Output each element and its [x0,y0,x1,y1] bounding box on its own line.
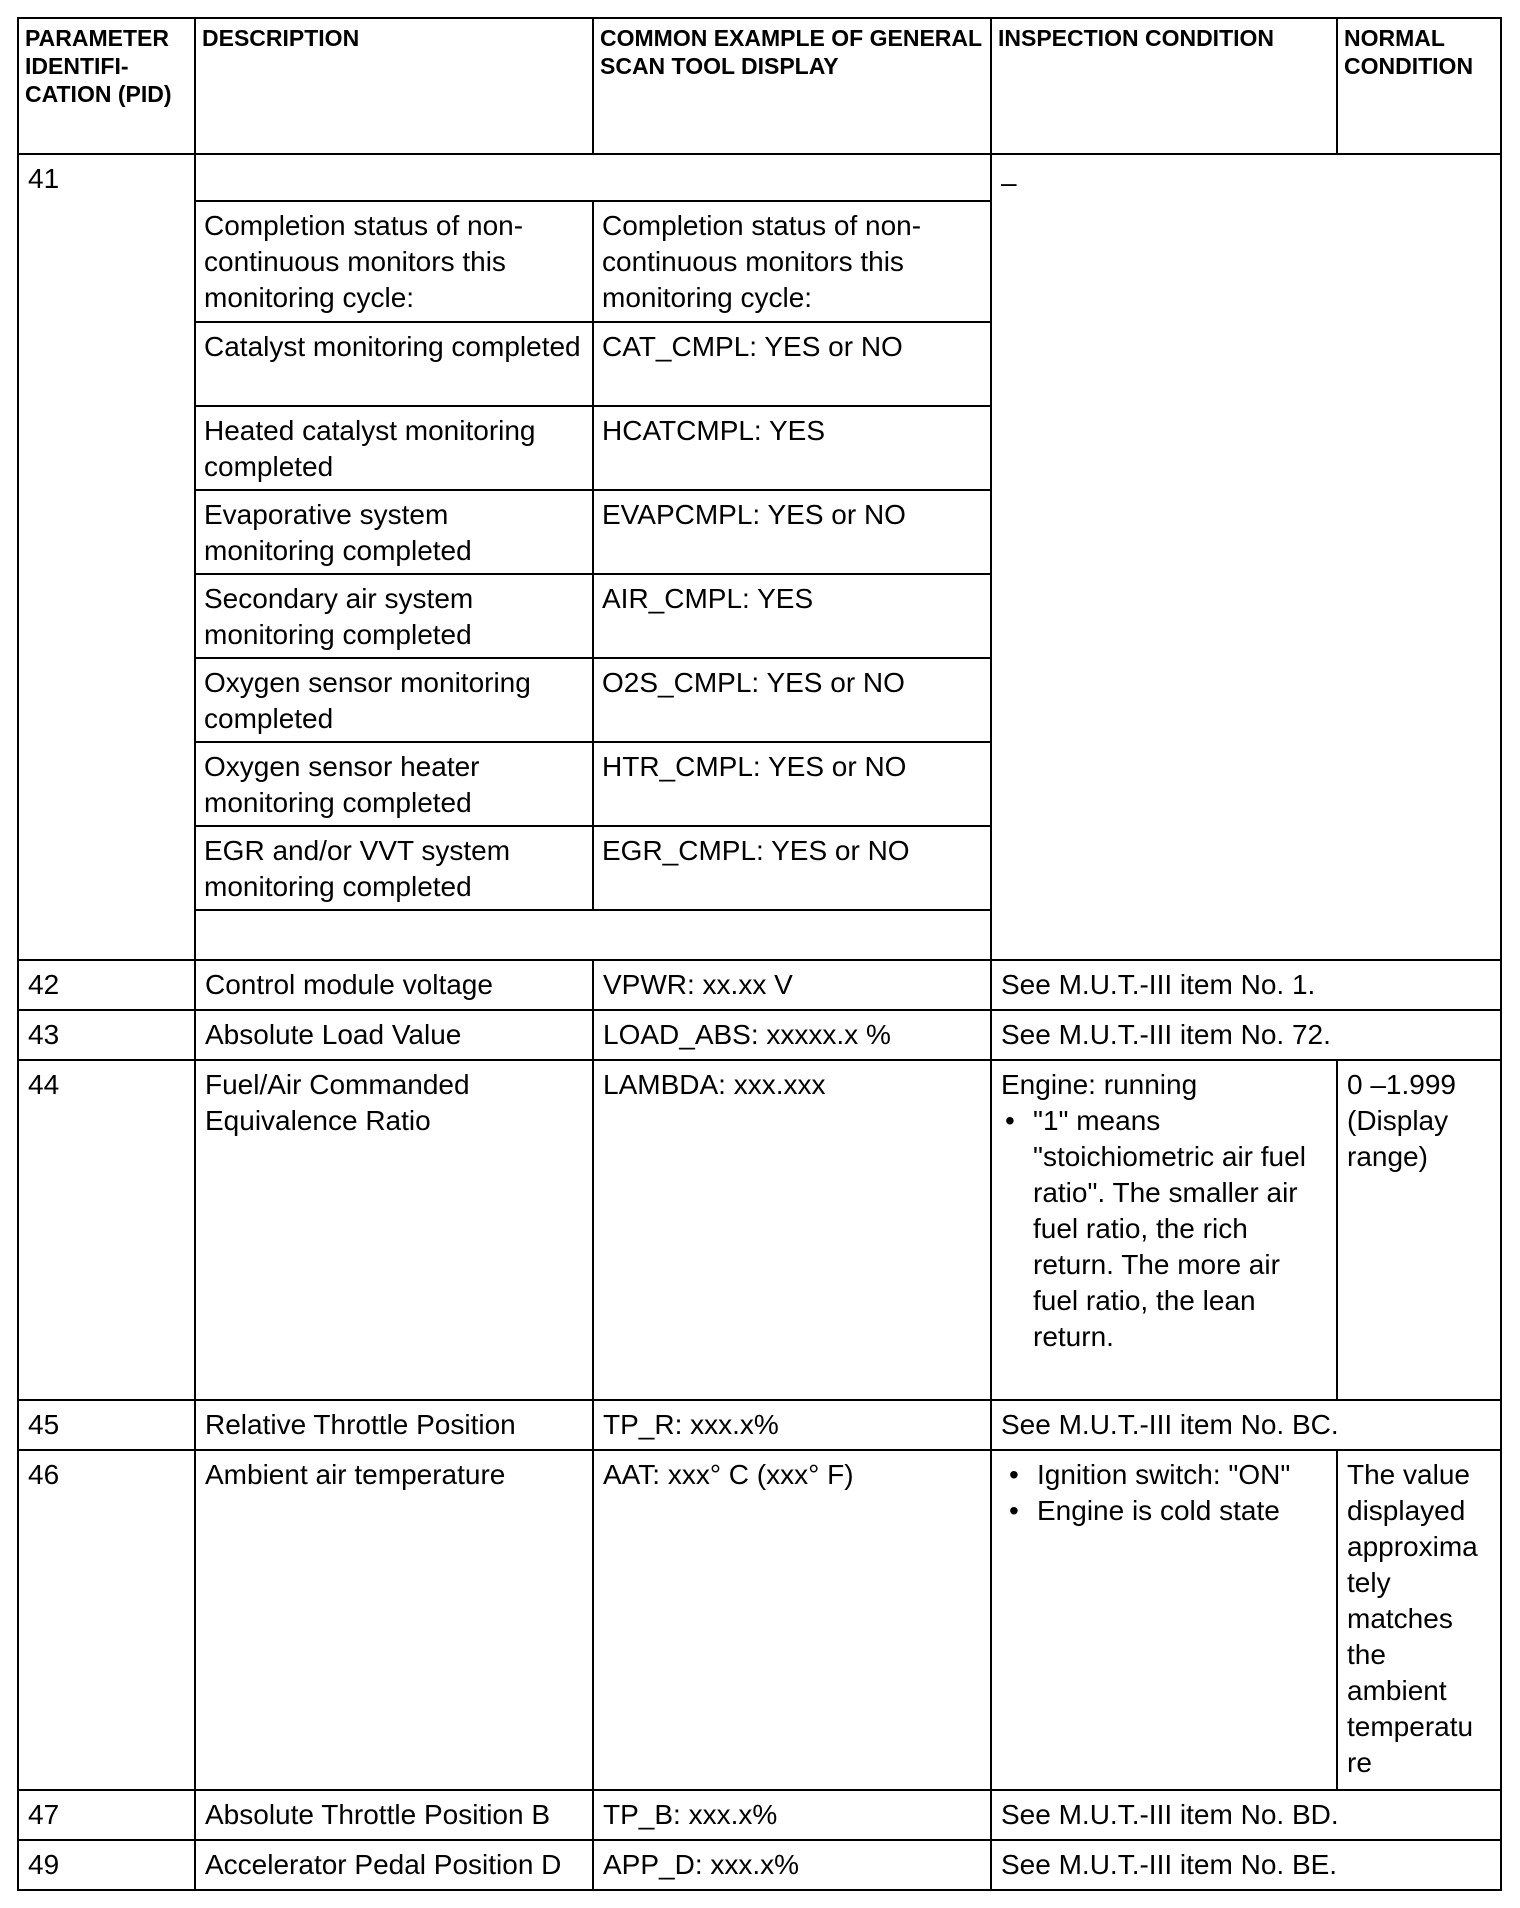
header-description: DESCRIPTION [195,18,593,154]
pid-cell: 43 [18,1010,195,1060]
table-row-pid-41 [18,154,1501,960]
inspection-condition-cell: See M.U.T.-III item No. BE. [991,1840,1501,1890]
table-row-pid-47 [18,1790,1501,1840]
inspection-condition-cell: – [991,154,1501,960]
description-cell: Ambient air temperature [195,1450,593,1790]
table-row [196,658,990,742]
pid-cell: 44 [18,1060,195,1400]
table-row-pid-46 [18,1450,1501,1790]
table-row-pid-42 [18,960,1501,1010]
pid-cell: 47 [18,1790,195,1840]
inspection-title: Engine: running [1001,1069,1198,1100]
table-row [196,406,990,490]
description-cell: Accelerator Pedal Position D [195,1840,593,1890]
inspection-condition-cell: See M.U.T.-III item No. 1. [991,960,1501,1010]
display-cell: TP_B: xxx.x% [593,1790,991,1840]
display-cell: O2S_CMPL: YES or NO [593,658,990,742]
header-scan-tool-display: COMMON EXAMPLE OF GENERAL SCAN TOOL DISPLAY [593,18,991,154]
display-cell: TP_R: xxx.x% [593,1400,991,1450]
pid-cell: 41 [18,154,195,960]
inspection-condition-cell: See M.U.T.-III item No. 72. [991,1010,1501,1060]
table-row [196,201,990,322]
description-cell: Absolute Throttle Position B [195,1790,593,1840]
table-row [196,322,990,406]
inspection-condition-cell [991,1450,1337,1790]
display-cell: VPWR: xx.xx V [593,960,991,1010]
display-cell: AIR_CMPL: YES [593,574,990,658]
normal-condition-cell: The value displayed approxima tely matches the ambient temperatu re [1337,1450,1501,1790]
description-cell: Oxygen sensor monitoring completed [196,658,593,742]
normal-condition-cell: 0 –1.999 (Display range) [1337,1060,1501,1400]
table-row-pid-44 [18,1060,1501,1400]
description-cell: Evaporative system monitoring completed [196,490,593,574]
table-row [196,742,990,826]
pid-41-monitor-list [195,154,991,960]
table-row-pid-43 [18,1010,1501,1060]
header-pid: PARAMETER IDENTIFI-CATION (PID) [18,18,195,154]
pid-41-blank-bottom [196,910,990,959]
display-cell: APP_D: xxx.x% [593,1840,991,1890]
header-inspection-condition: INSPECTION CONDITION [991,18,1337,154]
document-page [17,17,1500,1880]
display-cell: EVAPCMPL: YES or NO [593,490,990,574]
table-row [196,490,990,574]
display-cell: HCATCMPL: YES [593,406,990,490]
pid-table [17,17,1502,1891]
description-cell: Absolute Load Value [195,1010,593,1060]
inspection-note-list [1001,1103,1327,1355]
inspection-item: • Ignition switch: "ON" [1037,1457,1327,1493]
description-cell: EGR and/or VVT system monitoring completed [196,826,593,910]
inspection-note: • "1" means "stoichiometric air fuel ratio". The smaller air fuel ratio, the rich return. The more air fuel ratio, the lean return. [1033,1103,1327,1355]
description-cell: Fuel/Air Commanded Equivalence Ratio [195,1060,593,1400]
description-cell: Control module voltage [195,960,593,1010]
header-normal-condition: NORMAL CONDITION [1337,18,1501,154]
display-cell: AAT: xxx° C (xxx° F) [593,1450,991,1790]
pid-41-blank-top [196,155,990,201]
description-cell: Oxygen sensor heater monitoring completed [196,742,593,826]
description-cell: Relative Throttle Position [195,1400,593,1450]
display-cell: LAMBDA: xxx.xxx [593,1060,991,1400]
inspection-condition-cell: See M.U.T.-III item No. BD. [991,1790,1501,1840]
display-cell: HTR_CMPL: YES or NO [593,742,990,826]
inspection-condition-cell [991,1060,1337,1400]
display-cell: LOAD_ABS: xxxxx.x % [593,1010,991,1060]
description-cell: Catalyst monitoring completed [196,322,593,406]
display-cell: CAT_CMPL: YES or NO [593,322,990,406]
pid-cell: 42 [18,960,195,1010]
description-cell: Secondary air system monitoring completed [196,574,593,658]
table-row-pid-45 [18,1400,1501,1450]
display-cell: EGR_CMPL: YES or NO [593,826,990,910]
description-cell: Heated catalyst monitoring completed [196,406,593,490]
inspection-item: • Engine is cold state [1037,1493,1327,1529]
table-row [196,574,990,658]
table-row-pid-49 [18,1840,1501,1890]
pid-41-subtable [196,155,990,959]
pid-cell: 45 [18,1400,195,1450]
description-cell: Completion status of non-continuous monitors this monitoring cycle: [196,201,593,322]
table-row [196,826,990,910]
display-cell: Completion status of non-continuous monitors this monitoring cycle: [593,201,990,322]
inspection-items-list [1001,1457,1327,1529]
pid-cell: 49 [18,1840,195,1890]
table-header-row [18,18,1501,154]
pid-cell: 46 [18,1450,195,1790]
inspection-condition-cell: See M.U.T.-III item No. BC. [991,1400,1501,1450]
